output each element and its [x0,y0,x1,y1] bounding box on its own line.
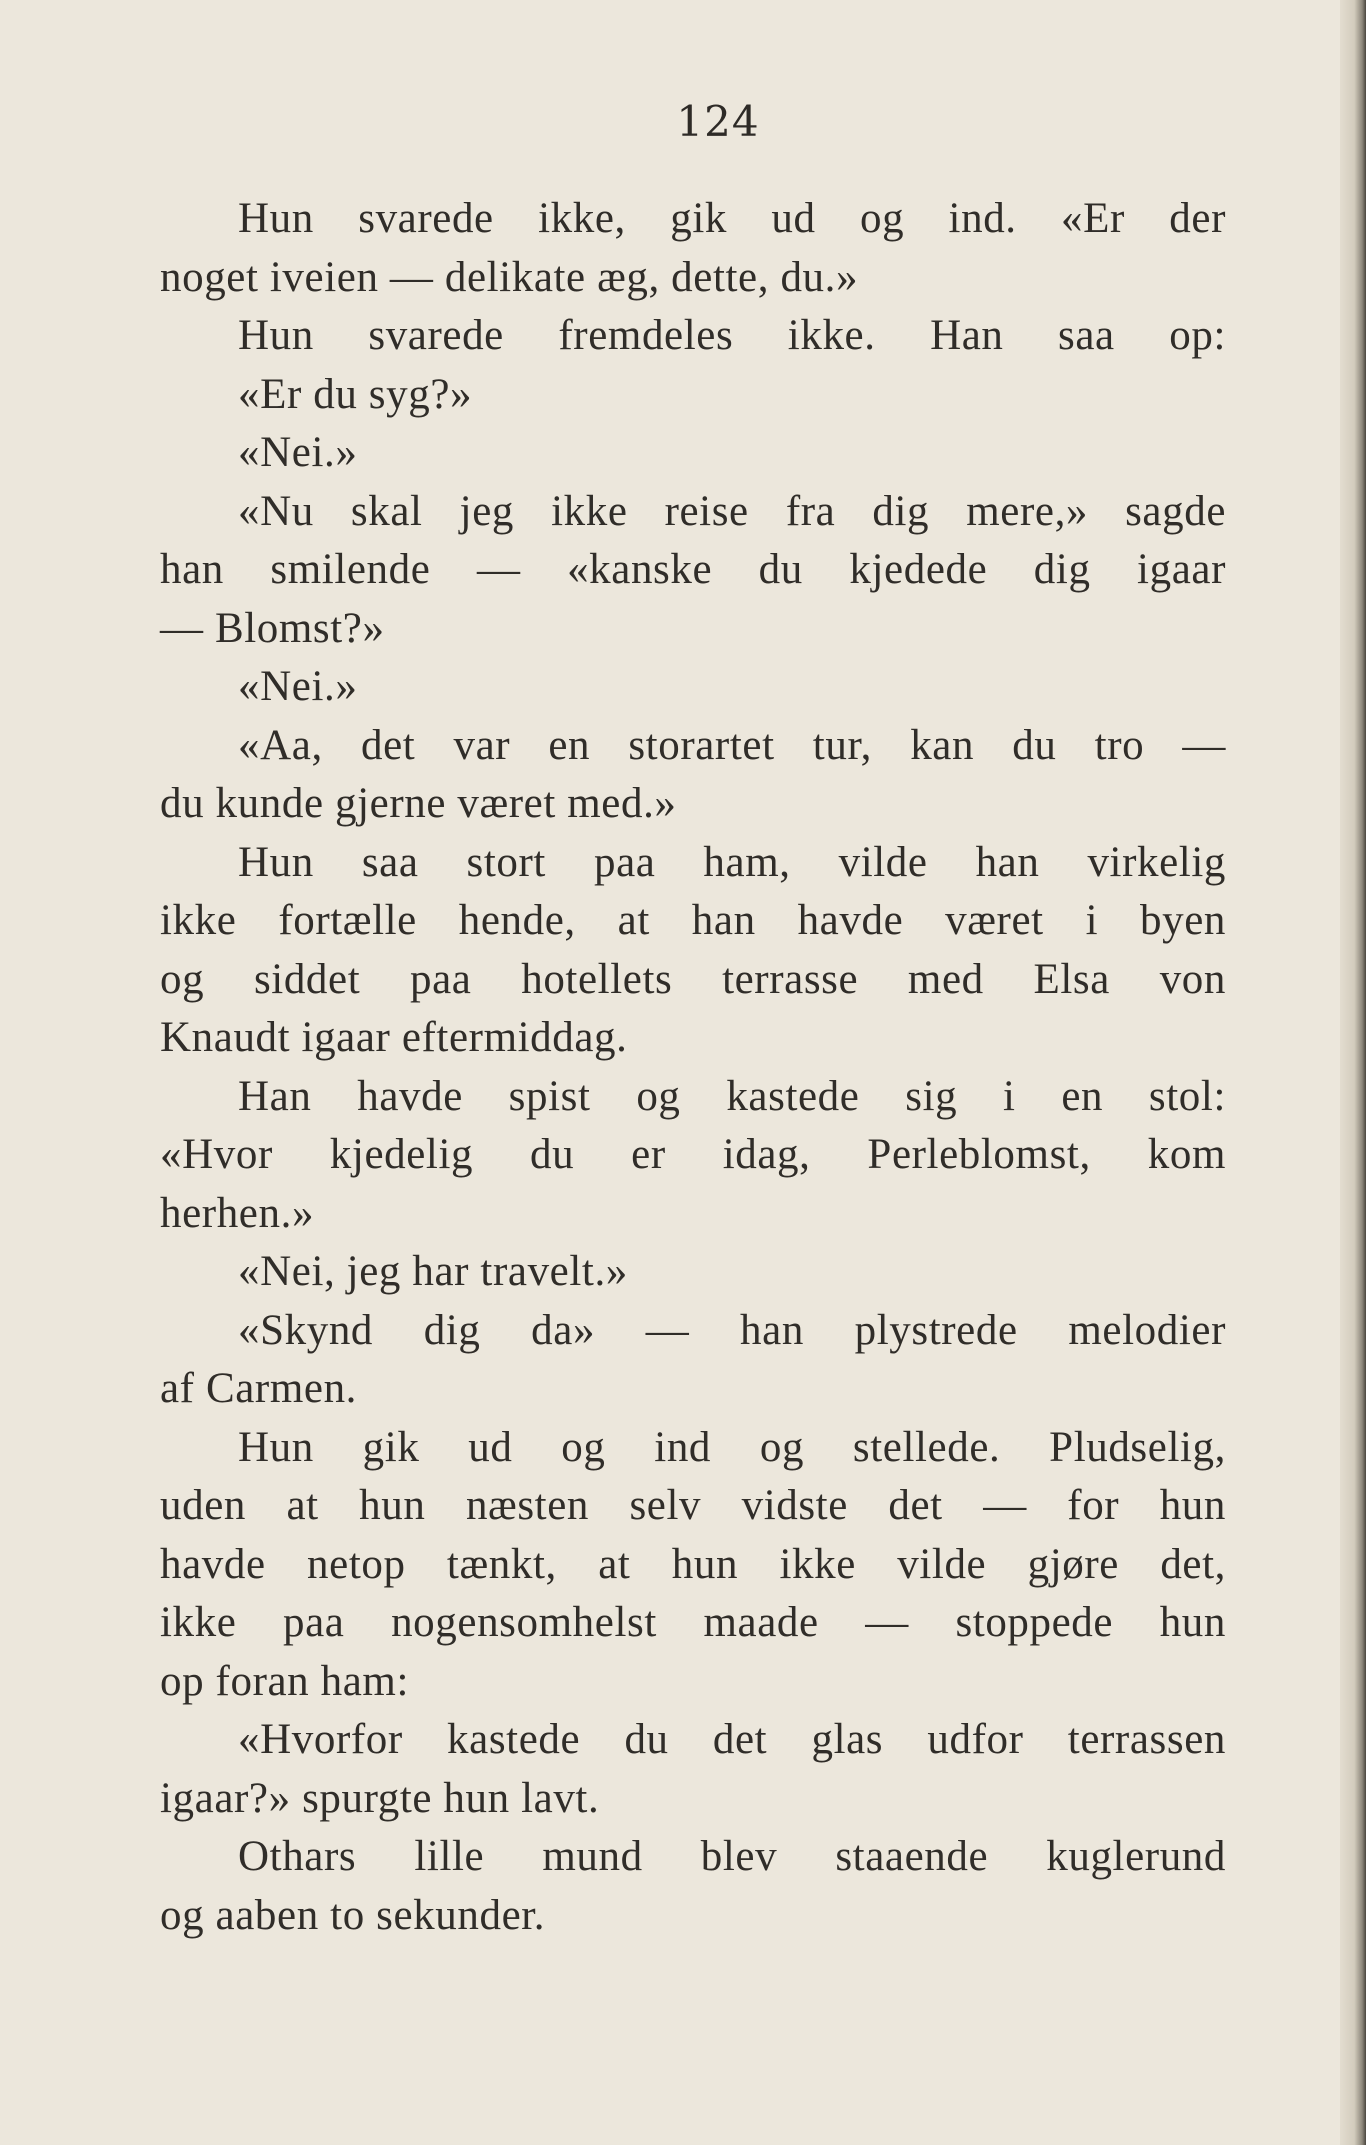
text-line: ikke fortælle hende, at han havde været i byen [160,897,1226,944]
text-line: «Nei.» [238,429,358,476]
text-line: Othars lille mund blev staaende kuglerund [238,1833,1226,1880]
text-line: havde netop tænkt, at hun ikke vilde gjøre det, [160,1540,1226,1588]
text-line: op foran ham: [160,1657,410,1705]
text-line: han smilende — «kanske du kjedede dig igaar [160,546,1226,593]
page-number: 124 [676,97,760,146]
text-line: Hun svarede fremdeles ikke. Han saa op: [238,312,1226,359]
text-line: — Blomst?» [160,604,385,652]
page-edge-shadow [1340,0,1366,2145]
text-line: «Nei.» [238,663,358,710]
text-line: noget iveien — delikate æg, dette, du.» [160,253,859,301]
text-line: «Nu skal jeg ikke reise fra dig mere,» sagde [238,487,1226,535]
body-text [160,190,1226,1945]
text-line: og siddet paa hotellets terrasse med Elsa von [160,955,1226,1003]
text-line: og aaben to sekunder. [160,1891,546,1939]
text-line: Han havde spist og kastede sig i en stol: [238,1072,1226,1120]
text-line: «Hvor kjedelig du er idag, Perleblomst, kom [160,1131,1226,1178]
text-line: «Aa, det var en storartet tur, kan du tro — [238,721,1226,769]
text-line: Hun saa stort paa ham, vilde han virkelig [238,838,1226,886]
text-line: Knaudt igaar eftermiddag. [160,1014,628,1061]
text-line: «Skynd dig da» — han plystrede melodier [238,1306,1226,1354]
text-line: uden at hun næsten selv vidste det — for hun [160,1482,1226,1529]
text-line: «Er du syg?» [238,370,473,418]
text-line: «Nei, jeg har travelt.» [238,1248,628,1295]
text-line: ikke paa nogensomhelst maade — stoppede hun [160,1599,1226,1646]
text-line: «Hvorfor kastede du det glas udfor terrassen [238,1716,1226,1763]
text-line: igaar?» spurgte hun lavt. [160,1774,600,1822]
text-line: du kunde gjerne været med.» [160,780,677,827]
text-line: Hun svarede ikke, gik ud og ind. «Er der [238,195,1226,242]
text-line: Hun gik ud og ind og stellede. Pludselig, [238,1423,1226,1471]
text-line: herhen.» [160,1189,315,1237]
text-line: af Carmen. [160,1365,358,1412]
